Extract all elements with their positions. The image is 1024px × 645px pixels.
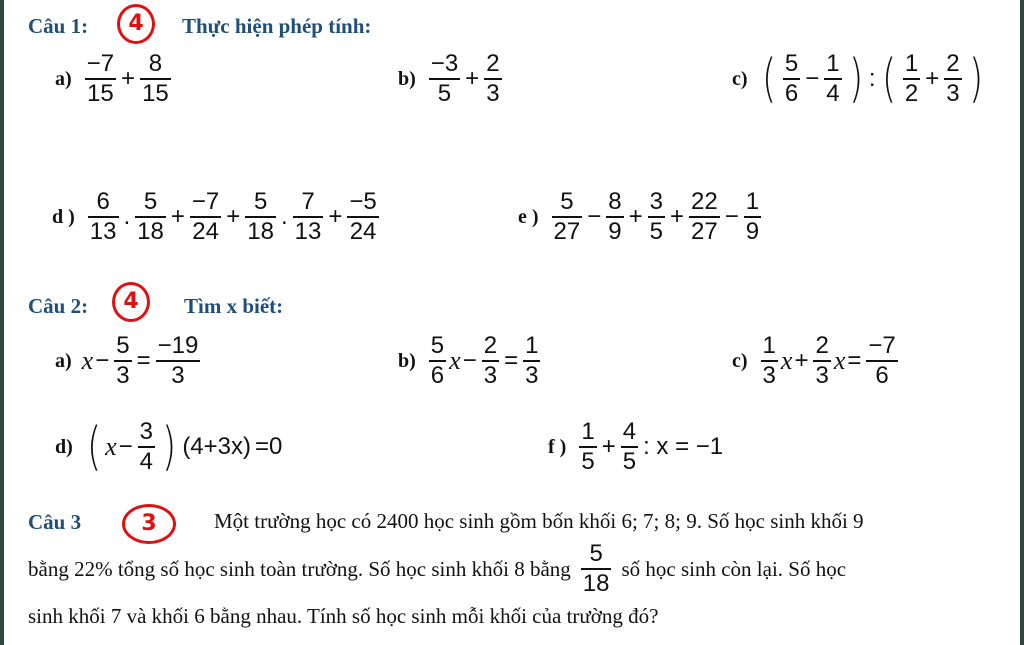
fraction: $\frac{1}{4}$ (826, 50, 840, 107)
q3-score-mark: 3 (122, 504, 176, 544)
item-label: d ) (52, 205, 75, 228)
q1-item-e: e ) $\frac{5}{27}$ − $\frac{8}{9}$ + $\frac{3}{5}$ + $\frac{22}{27}$ − $\frac{1}{9}$ (518, 188, 760, 245)
fraction: $\frac{1}{9}$ (745, 188, 760, 245)
q2-instruction: Tìm x biết: (184, 294, 284, 318)
fraction: $\frac{-7}{15}$ (86, 50, 115, 107)
item-label: b) (398, 349, 416, 372)
fraction: $\frac{-5}{24}$ (349, 188, 377, 245)
fraction: $\frac{1}{3}$ (525, 332, 539, 389)
q3-line-2-start: bằng 22% tổng số học sinh toàn trường. Số học sinh khối 8 bằng (28, 556, 571, 581)
q1-item-b: b) $\frac{-3}{5}$ + $\frac{2}{3}$ (398, 50, 500, 107)
q1-item-d: d ) $\frac{6}{13}$ . $\frac{5}{18}$ + $\frac{-7}{24}$ + $\frac{5}{18}$ . $\frac{7}{13}$ + $\frac{-5}{24}$ (52, 188, 377, 245)
fraction: $\frac{-7}{6}$ (868, 332, 896, 389)
fraction: $\frac{2}{3}$ (486, 50, 500, 107)
fraction: $\frac{3}{5}$ (649, 188, 663, 245)
fraction: $\frac{4}{5}$ (622, 418, 637, 475)
fraction: $\frac{5}{27}$ (553, 188, 581, 245)
q2-item-c: c) $\frac{1}{3}$ x + $\frac{2}{3}$ x = $\frac{-7}{6}$ (732, 332, 896, 389)
item-label: c) (732, 349, 748, 372)
fraction: $\frac{5}{18}$ (582, 540, 610, 597)
q3-line-2 (28, 540, 846, 598)
q1-item-a: a) $\frac{-7}{15}$ + $\frac{8}{15}$ (55, 50, 169, 107)
q2-title: Câu 2: (28, 294, 89, 318)
q2-item-a: a) x − $\frac{5}{3}$ = $\frac{-19}{3}$ (55, 332, 199, 389)
fraction: $\frac{-7}{24}$ (191, 188, 220, 245)
frame-left-edge (0, 0, 4, 645)
q2-score-mark: 4 (112, 282, 150, 322)
fraction: $\frac{2}{3}$ (815, 332, 829, 389)
fraction: $\frac{-19}{3}$ (157, 332, 199, 389)
fraction: $\frac{22}{27}$ (691, 188, 718, 245)
fraction: $\frac{1}{2}$ (904, 50, 919, 107)
item-label: a) (55, 67, 72, 90)
q3-line-2-end: số học sinh còn lại. Số học (621, 556, 847, 581)
q3-line-1: Một trường học có 2400 học sinh gồm bốn khối 6; 7; 8; 9. Số học sinh khối 9 (214, 509, 864, 533)
fraction: $\frac{8}{9}$ (608, 188, 622, 245)
q1-score-mark: 4 (117, 4, 155, 44)
q3-title: Câu 3 (28, 510, 82, 534)
fraction: $\frac{1}{5}$ (581, 418, 595, 475)
item-label: f ) (548, 435, 567, 458)
frame-right-edge (1020, 0, 1024, 645)
fraction: $\frac{2}{3}$ (483, 332, 498, 389)
item-label: a) (55, 349, 72, 372)
fraction: $\frac{5}{6}$ (784, 50, 799, 107)
fraction: $\frac{5}{18}$ (247, 188, 274, 245)
q1-title (28, 14, 88, 39)
item-label: e ) (518, 205, 539, 228)
fraction: $\frac{3}{4}$ (139, 418, 154, 475)
item-label: c) (732, 67, 748, 90)
fraction: $\frac{6}{13}$ (89, 188, 117, 245)
fraction: $\frac{7}{13}$ (294, 188, 322, 245)
fraction: $\frac{5}{6}$ (430, 332, 445, 389)
fraction: $\frac{5}{3}$ (116, 332, 130, 389)
item-label: d) (55, 435, 73, 458)
q2-item-f: f ) $\frac{1}{5}$ + $\frac{4}{5}$ : x = −1 (548, 418, 724, 475)
fraction: $\frac{8}{15}$ (142, 50, 169, 107)
q1-item-c: c) ( $\frac{5}{6}$ − $\frac{1}{4}$ ) : ( $\frac{1}{2}$ + $\frac{2}{3}$ ) (732, 49, 983, 109)
fraction: $\frac{-3}{5}$ (430, 50, 459, 107)
fraction: $\frac{5}{18}$ (137, 188, 164, 245)
q1-instruction: Thực hiện phép tính: (182, 14, 372, 38)
q2-item-d: d) ( x − $\frac{3}{4}$ ) (4+3x) =0 (55, 417, 283, 477)
q3-line-3: sinh khối 7 và khối 6 bằng nhau. Tính số học sinh mỗi khối của trường đó? (28, 604, 659, 628)
item-label: b) (398, 67, 416, 90)
q1-number: Câu 1: (28, 14, 89, 38)
fraction: $\frac{2}{3}$ (946, 50, 960, 107)
fraction: $\frac{1}{3}$ (762, 332, 776, 389)
q2-item-b: b) $\frac{5}{6}$ x − $\frac{2}{3}$ = $\frac{1}{3}$ (398, 332, 539, 389)
